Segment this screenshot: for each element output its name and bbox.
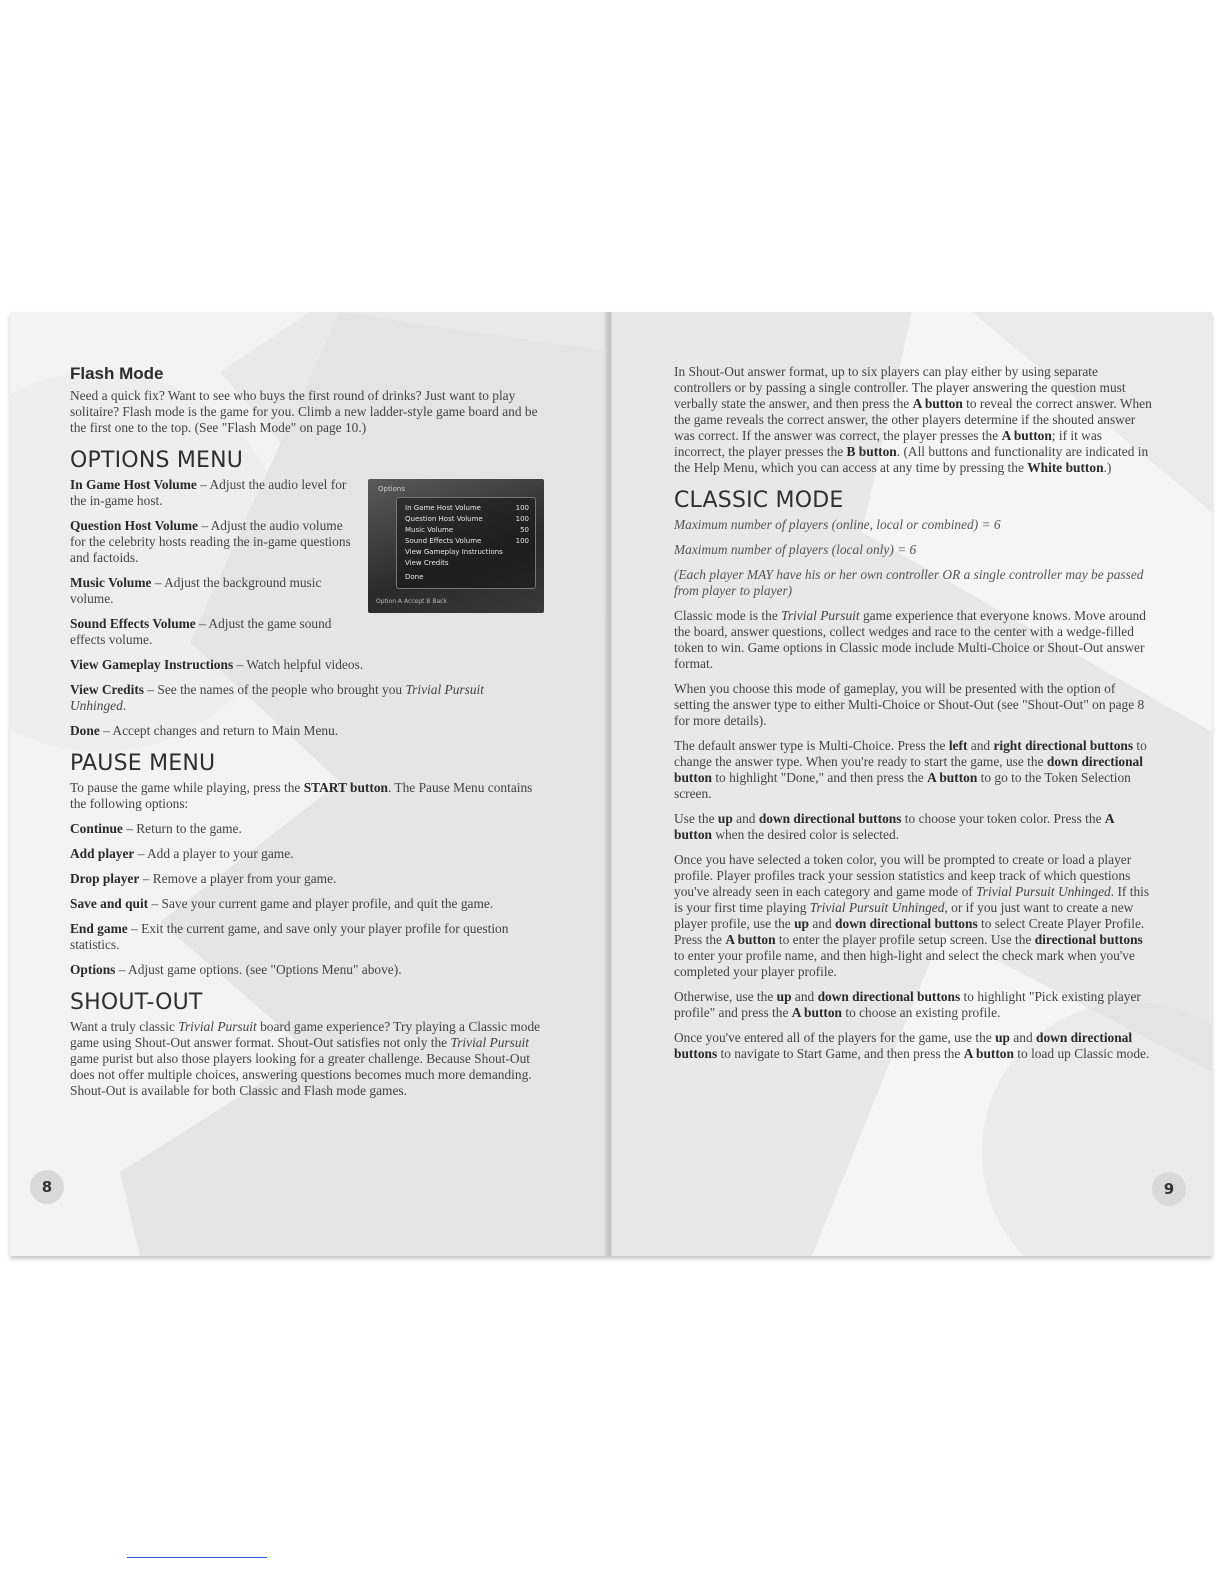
flash-mode-text: Need a quick fix? Want to see who buys the first round of drinks? Just want to play solitaire? Flash mode is the game for you. Climb a new ladder-style game board and be the first one to the top. (See "Flash Mode" on page 10.) [70, 388, 538, 435]
pause-item-end-game: End game – Exit the current game, and save only your player profile for question statistics. [70, 921, 509, 952]
classic-mode-default-answer: The default answer type is Multi-Choice. Press the left and right directional buttons to change the answer type. When you're ready to start the game, use the down directional button to highlight "Done," and then press the A button to go to the Token Selection screen. [674, 738, 1147, 801]
page-number-right: 9 [1152, 1172, 1186, 1206]
max-players-combined: Maximum number of players (online, local or combined) = 6 [674, 517, 1001, 532]
option-sound-effects-volume: Sound Effects Volume – Adjust the game sound effects volume. [70, 616, 332, 647]
classic-mode-token-color: Use the up and down directional buttons to choose your token color. Press the A button when the desired color is selected. [674, 811, 1114, 842]
screenshot-row: In Game Host Volume 100 [405, 504, 529, 512]
pause-item-add-player: Add player – Add a player to your game. [70, 846, 294, 861]
option-in-game-host-volume: In Game Host Volume – Adjust the audio level for the in-game host. [70, 477, 347, 508]
classic-mode-player-profile: Once you have selected a token color, you will be prompted to create or load a player profile. Player profiles track your session statistics and keep track of which questions you've already seen in each category and game mode of Trivial Pursuit Unhinged. If this is your first time playing Trivial Pursuit Unhinged, or if you just want to create a new player profile, use the up and down directional buttons to select Create Player Profile. Press the A button to enter the player profile setup screen. Use the directional buttons to enter your profile name, and then high-light and select the check mark when you've completed your player profile. [674, 852, 1150, 979]
option-view-gameplay-instructions: View Gameplay Instructions – Watch helpful videos. [70, 657, 364, 672]
shout-out-heading: SHOUT-OUT [70, 990, 203, 1015]
pause-menu-intro: To pause the game while playing, press the START button. The Pause Menu contains the following options: [70, 780, 533, 811]
classic-mode-intro: Classic mode is the Trivial Pursuit game experience that everyone knows. Move around the board, answer questions, collect wedges and race to the center with a wedge-filled token to win. Game options in Classic mode include Multi-Choice or Shout-Out answer format. [674, 608, 1146, 671]
screenshot-options-panel [396, 497, 536, 589]
classic-mode-answer-type: When you choose this mode of gameplay, you will be presented with the option of setting the answer type to either Multi-Choice or Shout-Out (see "Shout-Out" on page 8 for more details). [674, 681, 1145, 728]
page-number-left: 8 [30, 1170, 64, 1204]
options-menu-screenshot [368, 479, 544, 613]
classic-mode-start-game: Once you've entered all of the players for the game, use the up and down directional buttons to navigate to Start Game, and then press the A button to load up Classic mode. [674, 1030, 1150, 1061]
options-menu-heading: OPTIONS MENU [70, 448, 244, 473]
pause-item-options: Options – Adjust game options. (see "Options Menu" above). [70, 962, 402, 977]
screenshot-row: View Credits [405, 559, 449, 567]
left-page [10, 312, 610, 1256]
max-players-local: Maximum number of players (local only) = 6 [674, 542, 917, 557]
classic-mode-heading: CLASSIC MODE [674, 488, 844, 513]
option-done: Done – Accept changes and return to Main Menu. [70, 723, 339, 738]
right-content [674, 364, 1152, 1071]
shout-out-rules: In Shout-Out answer format, up to six players can play either by using separate controllers or by passing a single controller. The player answering the question must verbally state the answer, and then press the A button to reveal the correct answer. When the game reveals the correct answer, the other players determine if the shouted answer was correct. If the answer was correct, the player presses the A button; if it was incorrect, the player presses the B button. (All buttons and functionality are indicated in the Help Menu, which you can access at any time by pressing the White button.) [674, 364, 1152, 475]
screenshot-button-legend: Option A Accept B Back [376, 598, 447, 605]
pause-menu-heading: PAUSE MENU [70, 751, 216, 776]
right-page [612, 312, 1212, 1256]
decorative-underline [127, 1557, 267, 1558]
screenshot-row: Question Host Volume 100 [405, 515, 529, 523]
option-question-host-volume: Question Host Volume – Adjust the audio volume for the celebrity hosts reading the in-game questions and factoids. [70, 518, 351, 565]
screenshot-row: Music Volume 50 [405, 526, 529, 534]
pause-item-save-and-quit: Save and quit – Save your current game and player profile, and quit the game. [70, 896, 494, 911]
option-view-credits: View Credits – See the names of the people who brought you Trivial Pursuit Unhinged. [70, 682, 484, 713]
controller-note: (Each player MAY have his or her own controller OR a single controller may be passed from player to player) [674, 567, 1144, 598]
shout-out-text: Want a truly classic Trivial Pursuit board game experience? Try playing a Classic mode game using Shout-Out answer format. Shout-Out satisfies not only the Trivial Pursuit game purist but also those players looking for a greater challenge. Because Shout-Out does not offer multiple choices, answering questions becomes much more demanding. Shout-Out is available for both Classic and Flash mode games. [70, 1019, 541, 1098]
screenshot-row: View Gameplay Instructions [405, 548, 503, 556]
manual-spread [10, 312, 1212, 1256]
screenshot-row: Sound Effects Volume 100 [405, 537, 529, 545]
screenshot-title: Options [378, 485, 406, 493]
pause-item-continue: Continue – Return to the game. [70, 821, 242, 836]
pause-item-drop-player: Drop player – Remove a player from your game. [70, 871, 337, 886]
screenshot-row: Done [405, 573, 424, 581]
left-content [70, 364, 542, 1108]
option-music-volume: Music Volume – Adjust the background music volume. [70, 575, 322, 606]
classic-mode-existing-profile: Otherwise, use the up and down directional buttons to highlight "Pick existing player profile" and press the A button to choose an existing profile. [674, 989, 1141, 1020]
flash-mode-heading: Flash Mode [70, 364, 164, 383]
